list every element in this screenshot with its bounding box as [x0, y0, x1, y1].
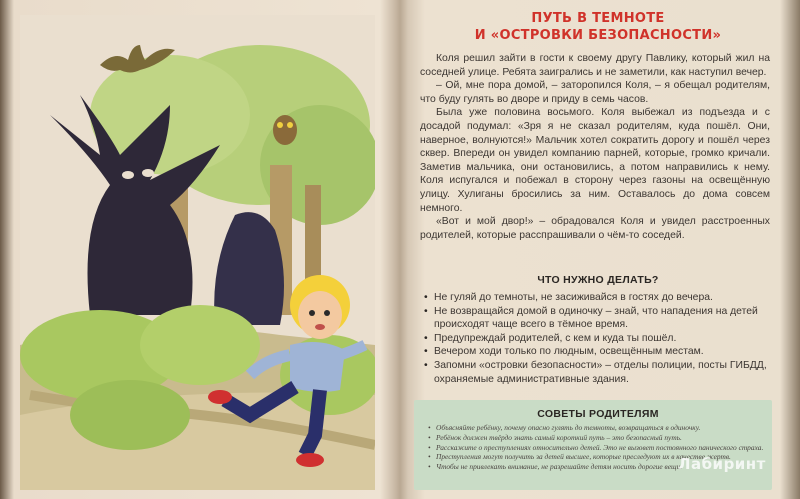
parents-advice-item: • Расскажите о преступлениях относительно детей. Это не вызовет постоянного панического страха. [428, 443, 768, 453]
todo-item: • Вечером ходи только по людным, освещённым местам. [424, 345, 769, 359]
todo-heading: ЧТО НУЖНО ДЕЛАТЬ? [537, 274, 659, 286]
story-paragraph: Была уже половина восьмого. Коля выбежал из подъезда и с досадой подумал: «Зря я не сказал родителям, куда пошёл. Они, наверное, волнуются!» Мальчик хотел сократить дорогу и пошёл через сквер. Впереди он увидел компанию парней, которые, громко кричали. Заметив мальчика, они остановились, а потом направились к нему. Коля испугался и побежал в сторону через газоны на освещённую улицу. Хулиганы бросились за ним. Оставалось до дома совсем немного. [420, 107, 770, 214]
todo-item: • Предупреждай родителей, с кем и куда ты пошёл. [424, 332, 769, 346]
labirint-watermark: Лабиринт [678, 455, 766, 473]
page-title-line-1: ПУТЬ В ТЕМНОТЕ [531, 11, 665, 26]
todo-item: • Не возвращайся домой в одиночку – знай, что нападения на детей происходят чаще всего в тёмное время. [424, 305, 769, 332]
parents-heading: СОВЕТЫ РОДИТЕЛЯМ [537, 408, 659, 420]
page-title [412, 10, 784, 44]
illustration-drawing [20, 15, 375, 490]
story-paragraph: «Вот и мой двор!» – обрадовался Коля и увидел расстроенных родителей, которые расспрашивали о чём-то соседей. [420, 216, 770, 241]
text-page [412, 10, 784, 490]
story-text [420, 52, 770, 242]
parents-advice-item: • Чтобы не привлекать внимание, не разрешайте детям носить дорогие вещи. [428, 462, 768, 472]
parents-advice-item: • Объясняйте ребёнку, почему опасно гулять до темноты, возвращаться в одиночку. [428, 423, 768, 433]
todo-item: • Запомни «островки безопасности» – отделы полиции, посты ГИБДД, охраняемые административные здания. [424, 359, 769, 386]
story-paragraph: – Ой, мне пора домой, – заторопился Коля, – я обещал родителям, что буду гулять во дворе и приду в семь часов. [420, 80, 770, 105]
todo-item: • Не гуляй до темноты, не засиживайся в гостях до вечера. [424, 291, 769, 305]
page-title-line-2: И «ОСТРОВКИ БЕЗОПАСНОСТИ» [474, 28, 722, 43]
parents-advice-item: • Преступления могут получить за детей высшее, которые преследуют их в качестве жертв. [428, 452, 768, 462]
todo-list [424, 291, 769, 386]
story-paragraph: Коля решил зайти в гости к своему другу Павлику, который жил на соседней улице. Ребята заигрались и не заметили, как наступил вечер. [420, 53, 770, 78]
illustration-boy-running-in-dark-park [20, 15, 375, 490]
parents-advice-item: • Ребёнок должен твёрдо знать самый короткий путь – это безопасный путь. [428, 433, 768, 443]
